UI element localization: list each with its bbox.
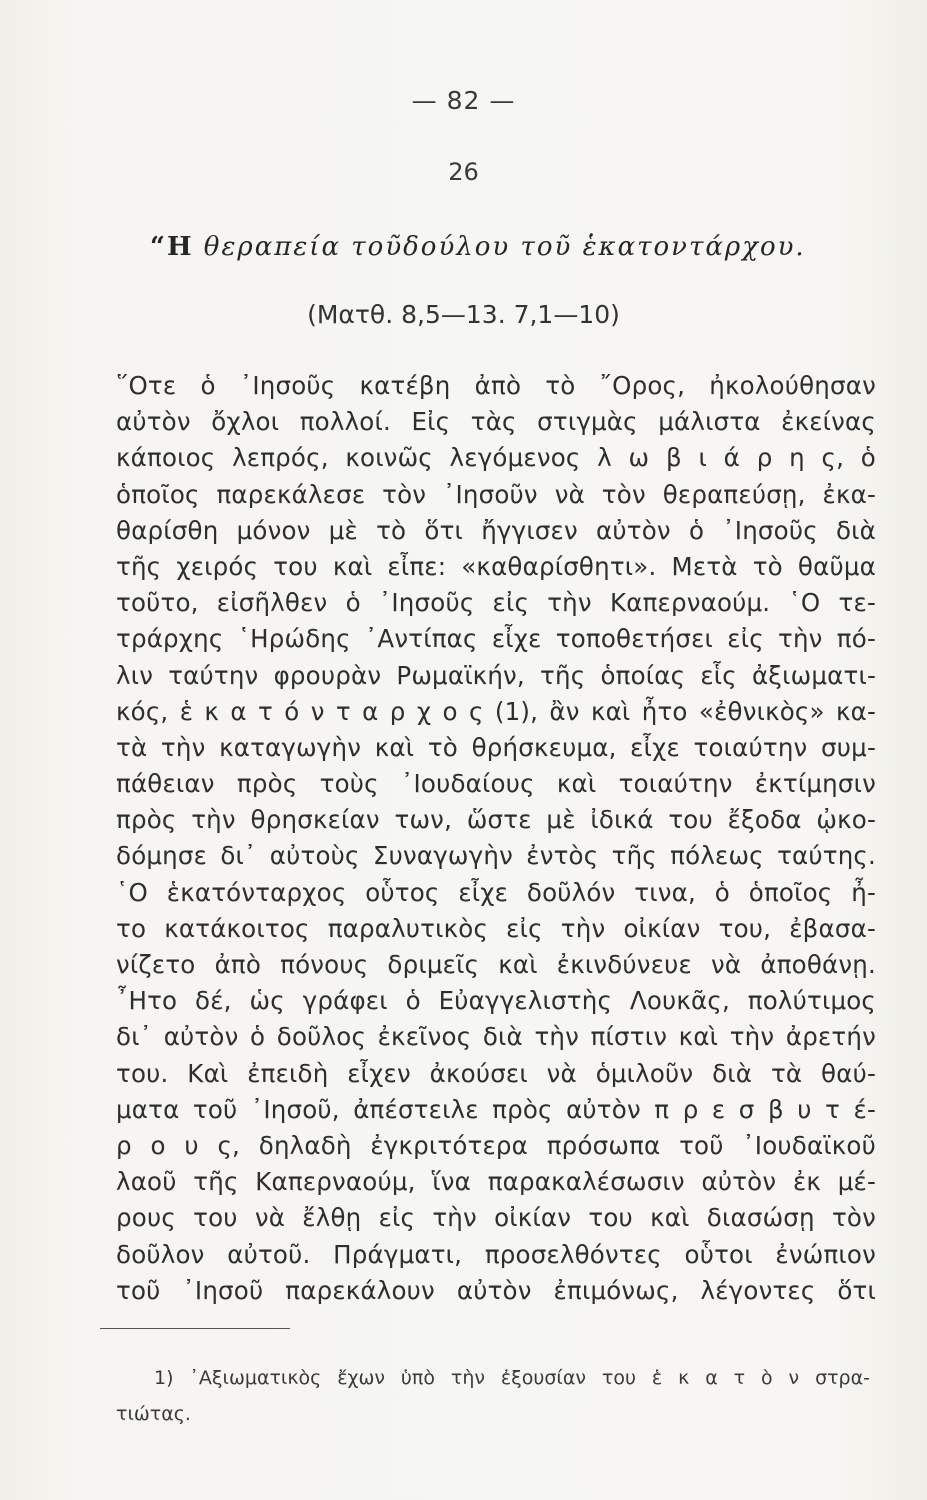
text-line: ὁποῖος παρεκάλεσε τὸν ᾿Ιησοῦν νὰ τὸν θεραπεύσῃ, ἐκα- <box>116 479 876 509</box>
section-title-text: θεραπεία τοῦδούλου τοῦ ἑκατοντάρχου. <box>203 232 806 262</box>
text-line: ῏Ητο δέ, ὡς γράφει ὁ Εὐαγγελιστὴς Λουκᾶς, πολύτιμος <box>116 986 876 1016</box>
text-line: δοῦλον αὐτοῦ. Πράγματι, προσελθόντες οὗτοι ἐνώπιον <box>116 1239 876 1269</box>
body-paragraphs <box>116 368 876 1309</box>
text-line: ρ ο υ ς, δηλαδὴ ἐγκριτότερα πρόσωπα τοῦ ᾿Ιουδαϊκοῦ <box>116 1130 876 1160</box>
text-line: πρὸς τὴν θρησκείαν των, ὥστε μὲ ἰδικά του ἔξοδα ᾠκο- <box>116 805 876 835</box>
page-number: — 82 — <box>411 86 516 115</box>
footnote <box>116 1360 870 1432</box>
text-line: ρους του νὰ ἔλθῃ εἰς τὴν οἰκίαν του καὶ διασώσῃ τὸν <box>116 1203 876 1233</box>
text-line: τοῦ ᾿Ιησοῦ παρεκάλουν αὐτὸν ἐπιμόνως, λέγοντες ὅτι <box>116 1275 876 1305</box>
section-title <box>150 232 806 262</box>
footnote-divider <box>100 1328 290 1329</box>
text-line: ματα τοῦ ᾿Ιησοῦ, ἀπέστειλε πρὸς αὐτὸν π ρ ε σ β υ τ έ- <box>116 1094 876 1124</box>
text-line: του. Καὶ ἐπειδὴ εἶχεν ἀκούσει νὰ ὁμιλοῦν διὰ τὰ θαύ- <box>116 1058 876 1088</box>
text-line: τράρχης ῾Ηρώδης ᾿Αντίπας εἶχε τοποθετήσει εἰς τὴν πό- <box>116 624 876 654</box>
text-line: τὰ τὴν καταγωγὴν καὶ τὸ θρήσκευμα, εἶχε τοιαύτην συμ- <box>116 732 876 762</box>
section-title-mark: “Η <box>150 232 194 262</box>
text-line: κός, ἑ κ α τ ό ν τ α ρ χ ο ς (1), ἂν καὶ ἦτο «ἐθνικὸς» κα- <box>116 696 876 726</box>
text-line: τῆς χειρός του καὶ εἶπε: «καθαρίσθητι». Μετὰ τὸ θαῦμα <box>116 551 876 581</box>
text-line: το κατάκοιτος παραλυτικὸς εἰς τὴν οἰκίαν του, ἐβασα- <box>116 913 876 943</box>
footnote-line: 1) ᾿Αξιωματικὸς ἔχων ὑπὸ τὴν ἐξουσίαν του ἑ κ α τ ὸ ν στρα- <box>154 1367 870 1389</box>
chapter-number: 26 <box>448 158 479 186</box>
text-line: θαρίσθη μόνον μὲ τὸ ὅτι ἤγγισεν αὐτὸν ὁ ᾿Ιησοῦς διὰ <box>116 515 876 545</box>
text-line: δόμησε δι᾿ αὐτοὺς Συναγωγὴν ἐντὸς τῆς πόλεως ταύτης. <box>116 841 876 871</box>
text-line: νίζετο ἀπὸ πόνους δριμεῖς καὶ ἐκινδύνευε νὰ ἀποθάνῃ. <box>116 950 876 979</box>
text-line: ῾Ο ἑκατόνταρχος οὗτος εἶχε δοῦλόν τινα, ὁ ὁποῖος ἦ- <box>116 877 876 907</box>
text-line: τοῦτο, εἰσῆλθεν ὁ ᾿Ιησοῦς εἰς τὴν Καπερναούμ. ῾Ο τε- <box>116 588 876 618</box>
text-line: ῞Οτε ὁ ᾿Ιησοῦς κατέβη ἀπὸ τὸ ῎Ορος, ἠκολούθησαν <box>116 371 876 400</box>
footnote-line: τιώτας. <box>116 1403 191 1425</box>
text-line: λαοῦ τῆς Καπερναούμ, ἵνα παρακαλέσωσιν αὐτὸν ἐκ μέ- <box>116 1167 876 1197</box>
text-line: κάποιος λεπρός, κοινῶς λεγόμενος λ ω β ι ά ρ η ς, ὁ <box>116 443 876 473</box>
text-line: αὐτὸν ὄχλοι πολλοί. Εἰς τὰς στιγμὰς μάλιστα ἐκείνας <box>116 407 876 437</box>
text-line: δι᾿ αὐτὸν ὁ δοῦλος ἐκεῖνος διὰ τὴν πίστιν καὶ τὴν ἀρετήν <box>116 1022 876 1052</box>
scripture-reference: (Ματθ. 8,5—13. 7,1—10) <box>307 300 620 329</box>
text-line: λιν ταύτην φρουρὰν Ρωμαϊκήν, τῆς ὁποίας εἷς ἀξιωματι- <box>116 660 876 690</box>
text-line: πάθειαν πρὸς τοὺς ᾿Ιουδαίους καὶ τοιαύτην ἐκτίμησιν <box>116 769 876 799</box>
